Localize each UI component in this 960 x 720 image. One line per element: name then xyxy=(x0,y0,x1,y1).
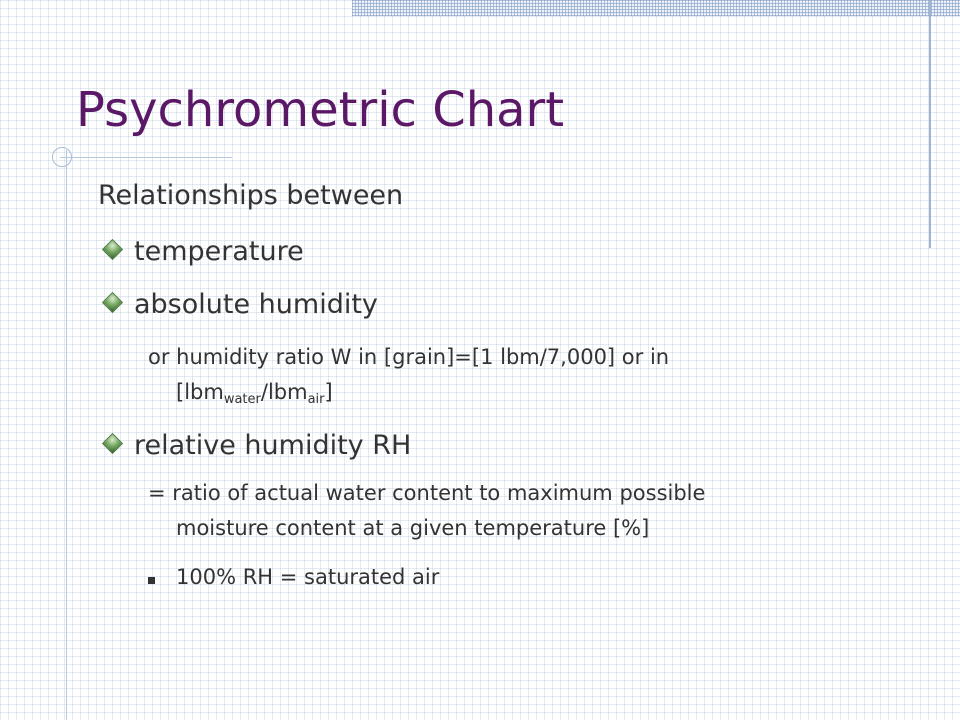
unit-slash: /lbm xyxy=(260,380,308,404)
square-bullet-icon xyxy=(148,577,155,584)
subscript-water: water xyxy=(223,392,261,407)
absolute-humidity-detail-line1: or humidity ratio W in [grain]=[1 lbm/7,000] or in xyxy=(148,345,670,369)
diamond-bullet-icon xyxy=(103,240,121,258)
relative-humidity-detail-line1: = ratio of actual water content to maximum possible xyxy=(148,481,706,505)
relative-humidity-detail-line2: moisture content at a given temperature [%] xyxy=(176,516,650,540)
unit-open: [lbm xyxy=(176,380,224,404)
bullet-relative-humidity: relative humidity RH xyxy=(134,430,412,461)
diamond-bullet-icon xyxy=(103,434,121,452)
absolute-humidity-detail-line2 xyxy=(176,380,333,407)
diamond-bullet-icon xyxy=(103,293,121,311)
subscript-air: air xyxy=(307,392,325,407)
bullet-temperature: temperature xyxy=(134,236,304,267)
slide-title: Psychrometric Chart xyxy=(76,82,565,138)
unit-close: ] xyxy=(324,380,333,404)
intro-text: Relationships between xyxy=(98,180,404,211)
sub-bullet-saturated-air: 100% RH = saturated air xyxy=(176,565,440,589)
bullet-absolute-humidity: absolute humidity xyxy=(134,289,378,320)
